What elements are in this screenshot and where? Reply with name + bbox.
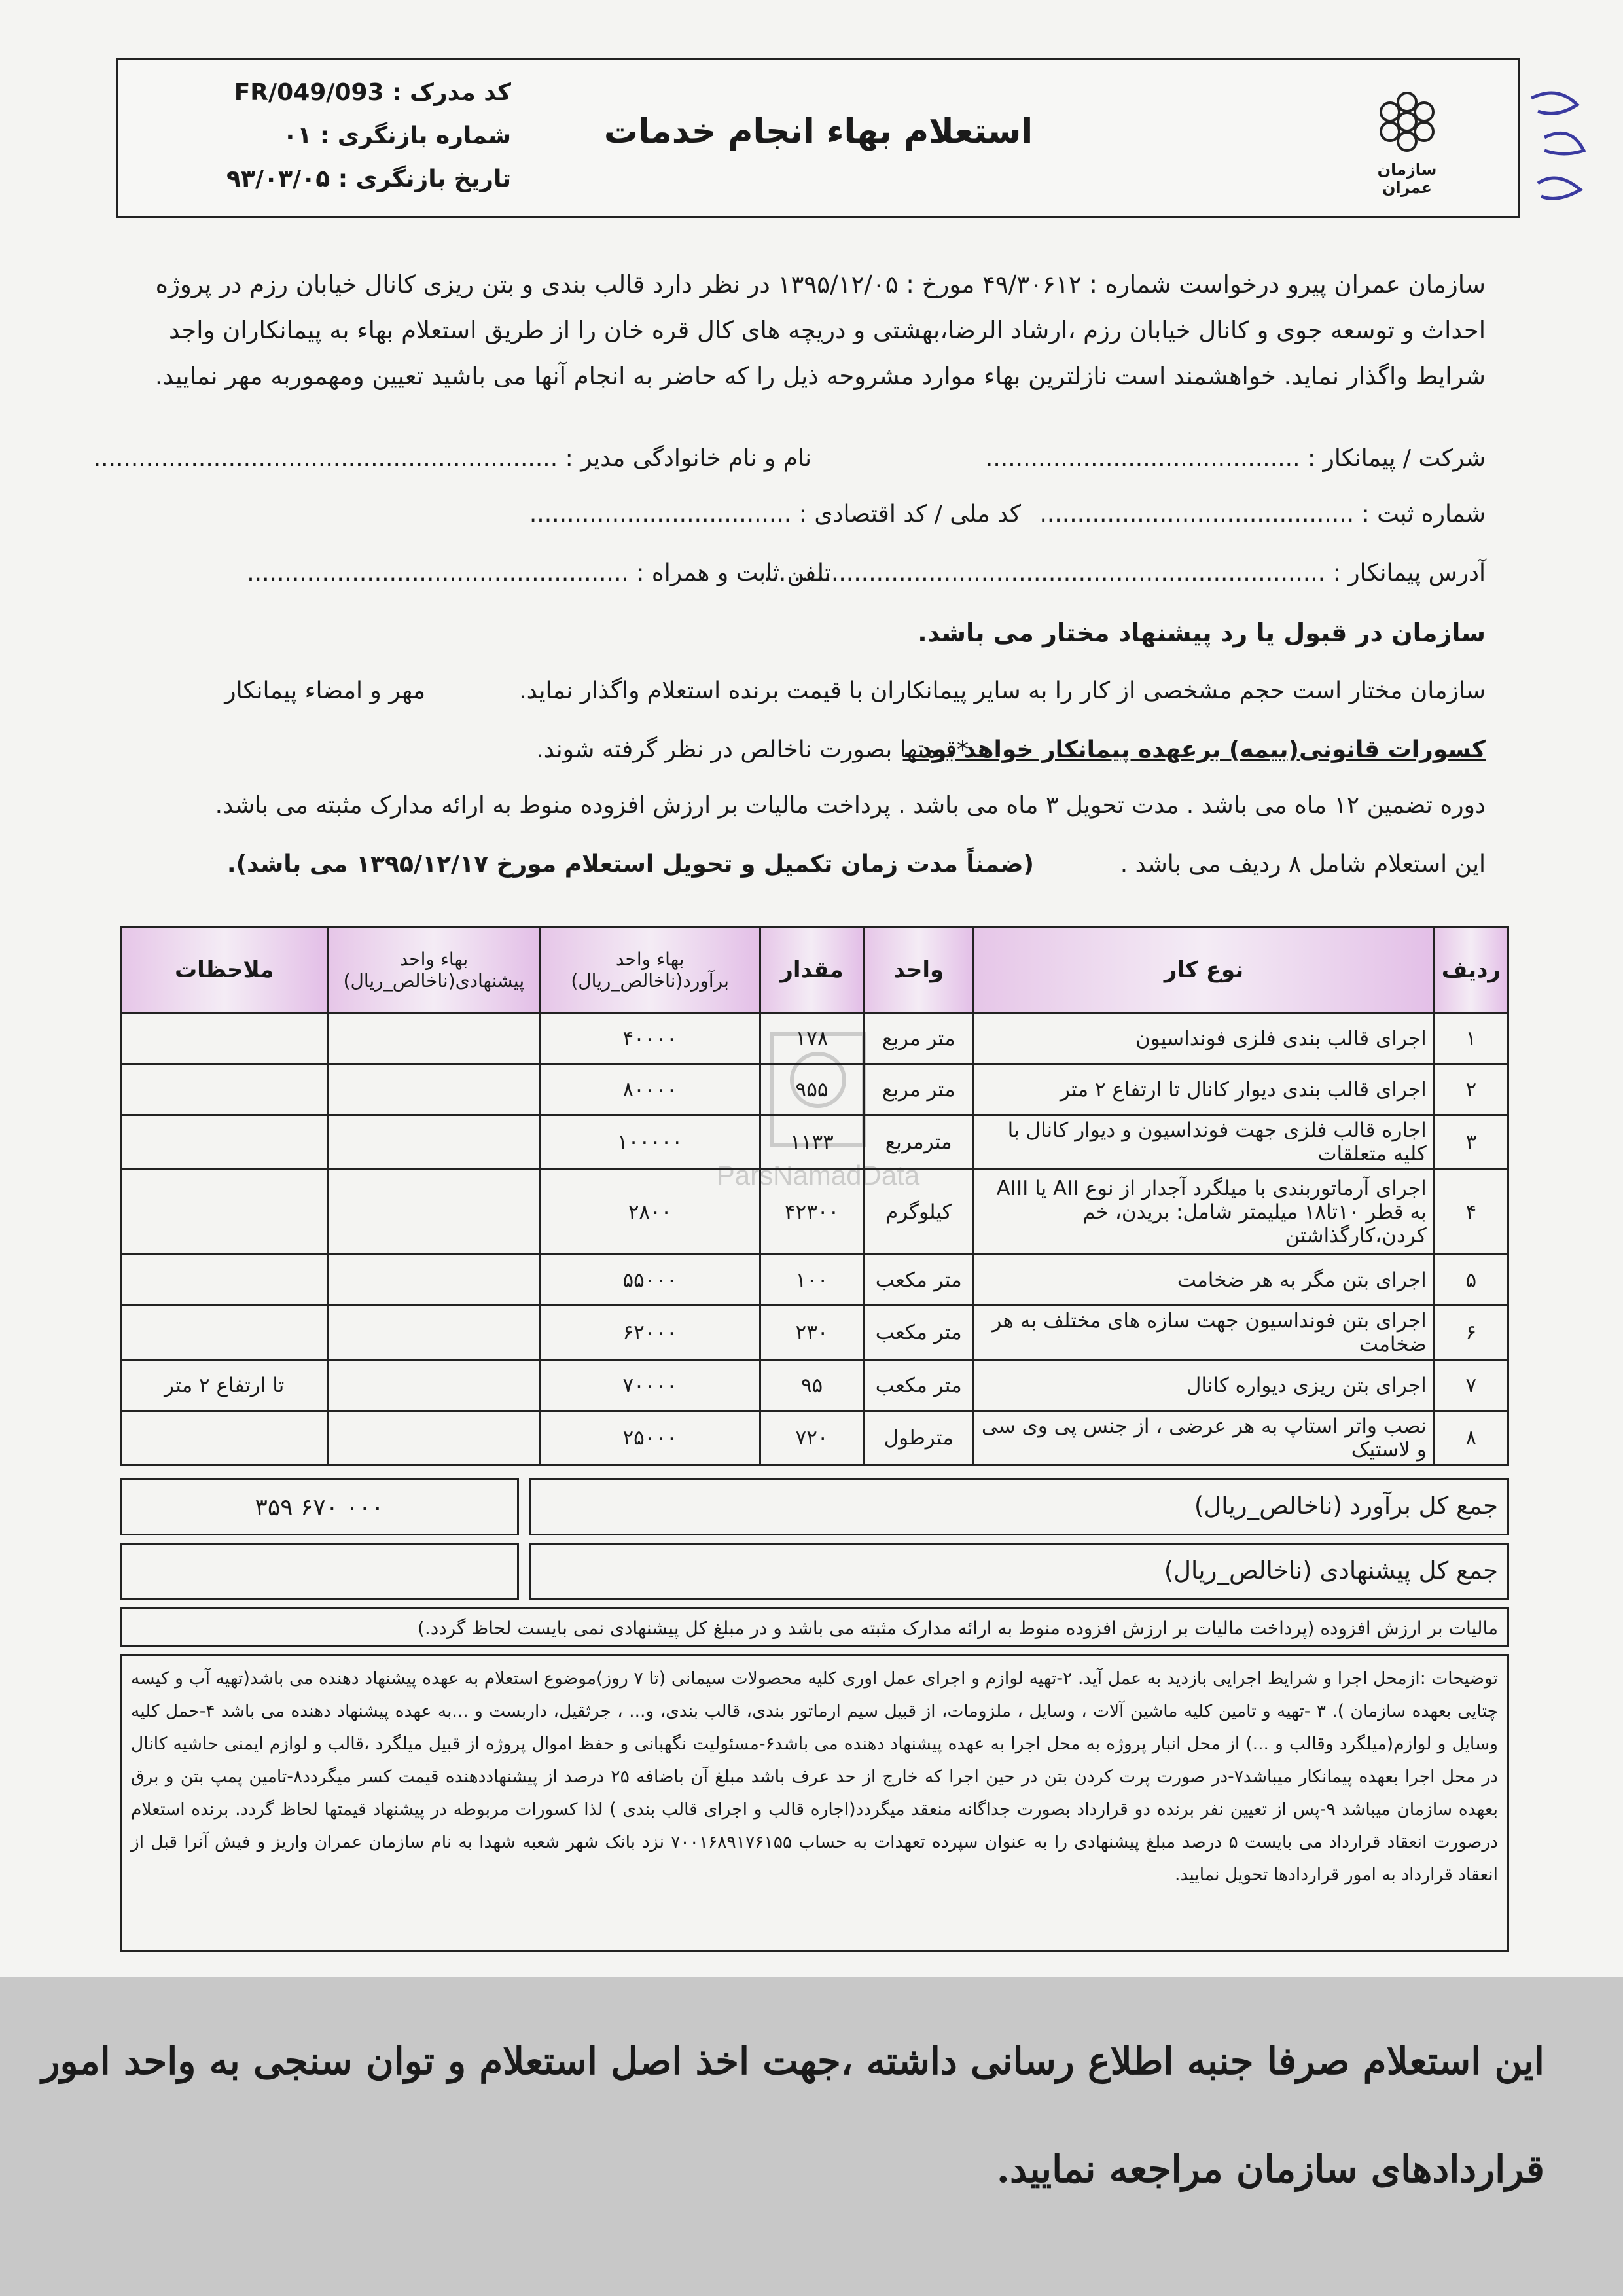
info-banner-line-2: قراردادهای سازمان مراجعه نمایید. bbox=[996, 2147, 1544, 2191]
row-unit: مترطول bbox=[864, 1411, 974, 1465]
row-offer-price[interactable] bbox=[328, 1360, 540, 1411]
table-row bbox=[121, 1170, 1508, 1255]
address-field[interactable]: آدرس پیمانکار : ........................................................................... bbox=[764, 560, 1486, 586]
table-header-row bbox=[121, 927, 1508, 1013]
row-unit: کیلوگرم bbox=[864, 1170, 974, 1255]
row-est-price: ۷۰۰۰۰ bbox=[540, 1360, 760, 1411]
row-remarks bbox=[121, 1064, 328, 1115]
revision-number: شماره بازنگری : ۰۱ bbox=[283, 122, 511, 149]
row-quantity: ۴۲۳۰۰ bbox=[760, 1170, 863, 1255]
row-number: ۱ bbox=[1434, 1013, 1508, 1064]
company-field[interactable]: شرکت / پیمانکار : .......................................... bbox=[985, 445, 1486, 472]
terms-row bbox=[137, 792, 1486, 831]
flower-emblem-icon bbox=[1371, 86, 1443, 158]
row-remarks bbox=[121, 1170, 328, 1255]
manager-field[interactable]: نام و نام خانوادگی مدیر : .............................................................. bbox=[93, 445, 812, 472]
col-offer-price: بهاء واحد پیشنهادی(ناخالص_ریال) bbox=[328, 927, 540, 1013]
col-remarks: ملاحظات bbox=[121, 927, 328, 1013]
estimate-total-value: ۳۵۹ ۶۷۰ ۰۰۰ bbox=[255, 1494, 384, 1521]
row-number: ۸ bbox=[1434, 1411, 1508, 1465]
row-remarks bbox=[121, 1013, 328, 1064]
national-code-field[interactable]: کد ملی / کد اقتصادی : ................................... bbox=[529, 501, 1021, 528]
row-unit: متر مربع bbox=[864, 1013, 974, 1064]
deductions-row bbox=[137, 736, 1486, 776]
row-number: ۷ bbox=[1434, 1360, 1508, 1411]
offer-total-row bbox=[120, 1543, 1509, 1600]
terms-note: دوره تضمین ۱۲ ماه می باشد . مدت تحویل ۳ ماه می باشد . پرداخت مالیات بر ارزش افزوده منوط به ارائه مدارک مثبته می باشد. bbox=[215, 792, 1486, 819]
row-quantity: ۱۷۸ bbox=[760, 1013, 863, 1064]
row-number: ۴ bbox=[1434, 1170, 1508, 1255]
row-description: اجاره قالب فلزی جهت فونداسیون و دیوار کانال با کلیه متعلقات bbox=[974, 1115, 1434, 1170]
table-row bbox=[121, 1360, 1508, 1411]
row-unit: متر مکعب bbox=[864, 1360, 974, 1411]
doc-code: کد مدرک : FR/049/093 bbox=[234, 79, 511, 106]
row-est-price: ۲۸۰۰ bbox=[540, 1170, 760, 1255]
row-quantity: ۹۵ bbox=[760, 1360, 863, 1411]
row-quantity: ۹۵۵ bbox=[760, 1064, 863, 1115]
row-remarks bbox=[121, 1411, 328, 1465]
handwritten-mark-icon bbox=[1518, 79, 1597, 223]
row-est-price: ۸۰۰۰۰ bbox=[540, 1064, 760, 1115]
row-unit: متر مربع bbox=[864, 1064, 974, 1115]
row-description: اجرای بتن مگر به هر ضخامت bbox=[974, 1255, 1434, 1306]
row-remarks bbox=[121, 1115, 328, 1170]
row-est-price: ۴۰۰۰۰ bbox=[540, 1013, 760, 1064]
document-header bbox=[116, 58, 1520, 218]
row-offer-price[interactable] bbox=[328, 1255, 540, 1306]
address-row bbox=[137, 560, 1486, 599]
row-description: اجرای آرماتوربندی با میلگرد آجدار از نوع AII یا AIII به قطر ۱۰تا۱۸ میلیمتر شامل: بریدن، خم کردن،کارگذاشتن bbox=[974, 1170, 1434, 1255]
offer-total-label: جمع کل پیشنهادی (ناخالص_ریال) bbox=[1164, 1556, 1498, 1585]
items-table bbox=[120, 926, 1509, 1466]
col-unit: واحد bbox=[864, 927, 974, 1013]
offer-total-value-box[interactable] bbox=[120, 1543, 519, 1600]
row-offer-price[interactable] bbox=[328, 1411, 540, 1465]
row-description: اجرای قالب بندی دیوار کانال تا ارتفاع ۲ متر bbox=[974, 1064, 1434, 1115]
table-row bbox=[121, 1013, 1508, 1064]
row-est-price: ۲۵۰۰۰ bbox=[540, 1411, 760, 1465]
partial-note-row bbox=[137, 677, 1486, 717]
row-number: ۲ bbox=[1434, 1064, 1508, 1115]
row-offer-price[interactable] bbox=[328, 1064, 540, 1115]
organization-logo bbox=[1355, 86, 1459, 197]
row-offer-price[interactable] bbox=[328, 1306, 540, 1360]
rows-count-row bbox=[137, 851, 1486, 890]
contractor-seal-label: مهر و امضاء پیمانکار bbox=[224, 677, 425, 704]
table-row bbox=[121, 1306, 1508, 1360]
prices-note: *قیمتها بصورت ناخالص در نظر گرفته شوند. bbox=[536, 736, 969, 763]
notes-section: توضیحات :ازمحل اجرا و شرایط اجرایی بازدید به عمل آید. ۲-تهیه لوازم و اجرای عمل اوری کلیه محصولات سیمانی (تا ۷ روز)موضوع استعلام به عهده پیشنهاد دهنده می باشد(تهیه آب و کیسه چتایی بعهده سازمان ). ۳ -تهیه و تامین کلیه ماشین آلات ، وسایل ، ملزومات، از قبیل سیم ارماتور بندی، قالب بندی، و... ، جرثقیل، داربست و ...به عهده پیشنهاد دهنده می باشد ۴-حمل کلیه وسایل و لوازم(میلگرد وقالب و ...) از محل انبار پروژه به محل اجرا به عهده پیشنهاد دهنده می باشد۶-مسئولیت نگهبانی و حفظ اموال پروژه از قبیل میلگرد ،قالب و لوازم ایمنی حاشیه کانال در محل اجرا بعهده پیمانکار میباشد۷-در صورت پرت کردن بتن در حین اجرا که خارج از حد عرف باشد مبلغ آن باضافه ۲۵ درصد از پیشنهاددهنده قیمت کسر میگردد۸-تامین پمپ بتن و برق بعهده سازمان میباشد ۹-پس از تعیین نفر برنده دو قرارداد بصورت جداگانه منعقد میگردد(اجاره قالب و اجرای قالب بندی ) لذا کسورات مربوطه در پیشنهاد قیمتها لحاظ گردد. برنده استعلام درصورت انعقاد قرارداد می بایست ۵ درصد مبلغ پیشنهادی را به عنوان سپرده تعهدات به حساب ۷۰۰۱۶۸۹۱۷۶۱۵۵ نزد بانک شهر شعبه شهدا به نام سازمان عمران واریز و فیش آنرا قبل از انعقاد قرارداد به امور قراردادها تحویل نمایید. bbox=[120, 1654, 1509, 1952]
registration-field[interactable]: شماره ثبت : .......................................... bbox=[1039, 501, 1486, 528]
row-offer-price[interactable] bbox=[328, 1170, 540, 1255]
row-remarks bbox=[121, 1306, 328, 1360]
row-quantity: ۱۱۳۳ bbox=[760, 1115, 863, 1170]
row-est-price: ۵۵۰۰۰ bbox=[540, 1255, 760, 1306]
estimate-total-value-box bbox=[120, 1478, 519, 1535]
row-description: اجرای قالب بندی فلزی فونداسیون bbox=[974, 1013, 1434, 1064]
accept-note: سازمان در قبول یا رد پیشنهاد مختار می باشد. bbox=[918, 619, 1486, 647]
row-description: اجرای بتن فونداسیون جهت سازه های مختلف به هر ضخامت bbox=[974, 1306, 1434, 1360]
row-unit: متر مکعب bbox=[864, 1306, 974, 1360]
row-description: نصب واتر استاپ به هر عرضی ، از جنس پی وی سی و لاستیک bbox=[974, 1411, 1434, 1465]
row-number: ۵ bbox=[1434, 1255, 1508, 1306]
col-quantity: مقدار bbox=[760, 927, 863, 1013]
table-row bbox=[121, 1064, 1508, 1115]
offer-total-label-box bbox=[529, 1543, 1509, 1600]
intro-paragraph: سازمان عمران پیرو درخواست شماره : ۴۹/۳۰۶۱۲ مورخ : ۱۳۹۵/۱۲/۰۵ در نظر دارد قالب بندی و بتن ریزی کانال خیابان رزم در پروژه احداث و توسعه جوی و کانال خیابان رزم ،ارشاد الرضا،بهشتی و دریچه های کال قره خان را از طریق استعلام بهاء به پیمانکاران واجد شرایط واگذار نماید. خواهشمند است نازلترین بهاء موارد مشروحه ذیل را که حاضر به انجام آنها می باشید تعیین ومهموربه مهر نمایید. bbox=[154, 270, 1486, 390]
row-quantity: ۱۰۰ bbox=[760, 1255, 863, 1306]
estimate-total-label: جمع کل برآورد (ناخالص_ریال) bbox=[1194, 1492, 1498, 1520]
deadline-note: (ضمناً مدت زمان تکمیل و تحویل استعلام مورخ ۱۳۹۵/۱۲/۱۷ می باشد). bbox=[226, 851, 1034, 878]
partial-note: سازمان مختار است حجم مشخصی از کار را به سایر پیمانکاران با قیمت برنده استعلام واگذار نماید. bbox=[519, 677, 1486, 704]
company-row bbox=[93, 445, 1486, 484]
row-remarks bbox=[121, 1255, 328, 1306]
table-row bbox=[121, 1255, 1508, 1306]
table-row bbox=[121, 1115, 1508, 1170]
document-title: استعلام بهاء انجام خدمات bbox=[603, 112, 1033, 151]
row-number: ۳ bbox=[1434, 1115, 1508, 1170]
row-est-price: ۱۰۰۰۰۰ bbox=[540, 1115, 760, 1170]
revision-date: تاریخ بازنگری : ۹۳/۰۳/۰۵ bbox=[226, 166, 511, 192]
registration-row bbox=[137, 501, 1486, 540]
phone-field[interactable]: تلفن ثابت و همراه : ................................................... bbox=[247, 560, 831, 586]
row-unit: مترمربع bbox=[864, 1115, 974, 1170]
estimate-total-label-box bbox=[529, 1478, 1509, 1535]
row-description: اجرای بتن ریزی دیواره کانال bbox=[974, 1360, 1434, 1411]
offer-total-value[interactable] bbox=[122, 1545, 517, 1559]
col-est-price: بهاء واحد برآورد(ناخالص_ریال) bbox=[540, 927, 760, 1013]
estimate-total-row bbox=[120, 1478, 1509, 1535]
table-row bbox=[121, 1411, 1508, 1465]
row-unit: متر مکعب bbox=[864, 1255, 974, 1306]
watermark-text: ParsNamadData bbox=[716, 1160, 920, 1191]
row-number: ۶ bbox=[1434, 1306, 1508, 1360]
info-banner-line-1: این استعلام صرفا جنبه اطلاع رسانی داشته ،جهت اخذ اصل استعلام و توان سنجی به واحد امور bbox=[41, 2039, 1544, 2083]
row-est-price: ۶۲۰۰۰ bbox=[540, 1306, 760, 1360]
row-offer-price[interactable] bbox=[328, 1013, 540, 1064]
row-offer-price[interactable] bbox=[328, 1115, 540, 1170]
col-row: ردیف bbox=[1434, 927, 1508, 1013]
info-banner bbox=[0, 1977, 1623, 2296]
accept-note-row bbox=[137, 619, 1486, 658]
vat-note: مالیات بر ارزش افزوده (پرداخت مالیات بر ارزش افزوده منوط به ارائه مدارک مثبته می باشد و در مبلغ کل پیشنهادی نمی بایست لحاظ گردد.) bbox=[120, 1607, 1509, 1647]
row-quantity: ۷۲۰ bbox=[760, 1411, 863, 1465]
logo-caption: سازمان عمران bbox=[1377, 160, 1437, 197]
col-work-type: نوع کار bbox=[974, 927, 1434, 1013]
rows-count-note: این استعلام شامل ۸ ردیف می باشد . bbox=[1120, 851, 1486, 878]
row-quantity: ۲۳۰ bbox=[760, 1306, 863, 1360]
deductions-note: کسورات قانونی(بیمه) برعهده پیمانکار خواهد بود . bbox=[902, 736, 1486, 763]
row-remarks: تا ارتفاع ۲ متر bbox=[121, 1360, 328, 1411]
